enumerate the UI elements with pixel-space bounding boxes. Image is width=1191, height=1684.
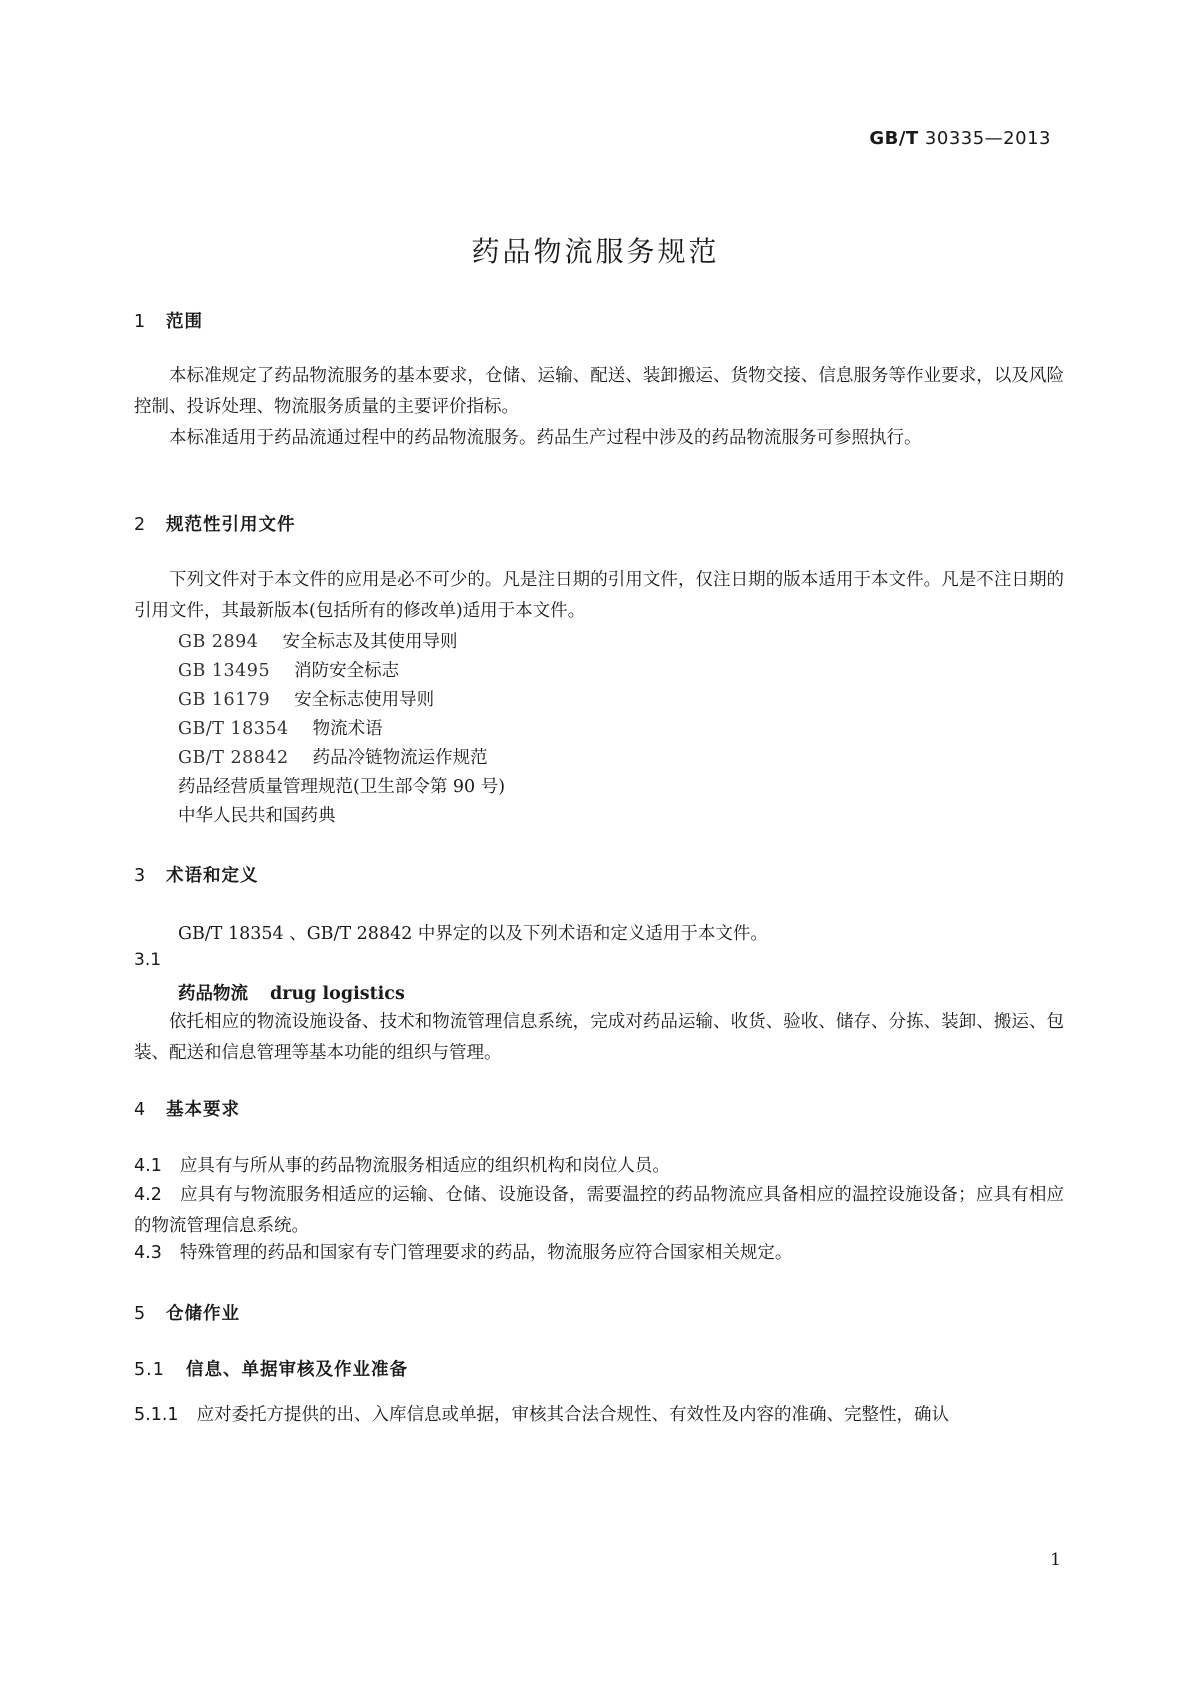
- section-3-paragraph-1: GB/T 18354 、GB/T 28842 中界定的以及下列术语和定义适用于本文件。: [178, 924, 768, 944]
- reference-code: GB 16179: [178, 690, 271, 710]
- clause-text: 应具有与物流服务相适应的运输、仓储、设施设备，需要温控的药品物流应具备相应的温控设施设备；应具有相应的物流管理信息系统。: [134, 1185, 1064, 1236]
- section-4-heading: [134, 1096, 240, 1121]
- clause-5-1-1: [134, 1400, 1064, 1431]
- standard-number: 30335—2013: [924, 128, 1051, 149]
- term-entry: [178, 980, 405, 1005]
- section-1-heading: [134, 308, 203, 333]
- section-1-paragraph-2: 本标准适用于药品流通过程中的药品物流服务。药品生产过程中涉及的药品物流服务可参照执行。: [169, 428, 922, 448]
- section-1-paragraph-1: 本标准规定了药品物流服务的基本要求，仓储、运输、配送、装卸搬运、货物交接、信息服务等作业要求，以及风险控制、投诉处理、物流服务质量的主要评价指标。: [134, 366, 1064, 417]
- clause-text: 特殊管理的药品和国家有专门管理要求的药品，物流服务应符合国家相关规定。: [179, 1243, 793, 1263]
- section-number: 1: [134, 312, 147, 332]
- section-2-heading: [134, 511, 296, 536]
- subsection-number: 5.1: [134, 1360, 165, 1380]
- reference-item: [178, 744, 488, 769]
- page-number: 1: [1050, 1550, 1061, 1570]
- clause-number: 5.1.1: [134, 1405, 179, 1425]
- section-title: 规范性引用文件: [166, 515, 296, 535]
- section-title: 基本要求: [166, 1100, 240, 1120]
- section-2-paragraph-1: 下列文件对于本文件的应用是必不可少的。凡是注日期的引用文件，仅注日期的版本适用于本文件。凡是不注日期的引用文件，其最新版本(包括所有的修改单)适用于本文件。: [134, 570, 1064, 621]
- reference-code: GB/T 28842: [178, 748, 289, 768]
- reference-item: [178, 686, 434, 711]
- clause-text: 应具有与所从事的药品物流服务相适应的组织机构和岗位人员。: [179, 1156, 670, 1176]
- term-chinese: 药品物流: [178, 984, 248, 1004]
- reference-code: GB 13495: [178, 661, 271, 681]
- section-number: 2: [134, 515, 147, 535]
- reference-title: 中华人民共和国药典: [178, 806, 336, 826]
- reference-code: GB/T 18354: [178, 719, 289, 739]
- term-definition: 依托相应的物流设施设备、技术和物流管理信息系统，完成对药品运输、收货、验收、储存、分拣、装卸、搬运、包装、配送和信息管理等基本功能的组织与管理。: [134, 1012, 1064, 1063]
- clause-text: 应对委托方提供的出、入库信息或单据，审核其合法合规性、有效性及内容的准确、完整性，确认: [196, 1405, 950, 1425]
- subsection-5-1-heading: [134, 1356, 408, 1381]
- reference-title: 安全标志及其使用导则: [282, 632, 458, 652]
- section-title: 术语和定义: [166, 866, 259, 886]
- reference-title: 安全标志使用导则: [294, 690, 435, 710]
- section-5-heading: [134, 1300, 240, 1325]
- clause-number: 4.1: [134, 1156, 162, 1176]
- reference-title: 消防安全标志: [294, 661, 400, 681]
- clause-4-3: [134, 1238, 1064, 1269]
- section-number: 3: [134, 866, 147, 886]
- term-number: 3.1: [134, 950, 162, 970]
- term-english: drug logistics: [270, 984, 405, 1004]
- reference-item: [178, 802, 336, 827]
- standard-prefix: GB/T: [869, 128, 919, 149]
- document-title: 药品物流服务规范: [471, 235, 720, 268]
- section-3-heading: [134, 862, 259, 887]
- reference-code: GB 2894: [178, 632, 259, 652]
- section-title: 范围: [166, 312, 203, 332]
- reference-title: 药品经营质量管理规范(卫生部令第 90 号): [178, 777, 506, 797]
- reference-item: [178, 715, 383, 740]
- reference-title: 物流术语: [312, 719, 383, 739]
- subsection-title: 信息、单据审核及作业准备: [186, 1360, 408, 1380]
- section-number: 5: [134, 1304, 147, 1324]
- section-title: 仓储作业: [166, 1304, 240, 1324]
- clause-4-2: [134, 1180, 1064, 1242]
- clause-number: 4.3: [134, 1243, 162, 1263]
- reference-item: [178, 773, 505, 798]
- clause-number: 4.2: [134, 1185, 162, 1205]
- section-number: 4: [134, 1100, 147, 1120]
- reference-item: [178, 657, 399, 682]
- reference-title: 药品冷链物流运作规范: [312, 748, 488, 768]
- standard-code: [869, 128, 1051, 149]
- reference-item: [178, 628, 457, 653]
- clause-4-1: [134, 1151, 1064, 1182]
